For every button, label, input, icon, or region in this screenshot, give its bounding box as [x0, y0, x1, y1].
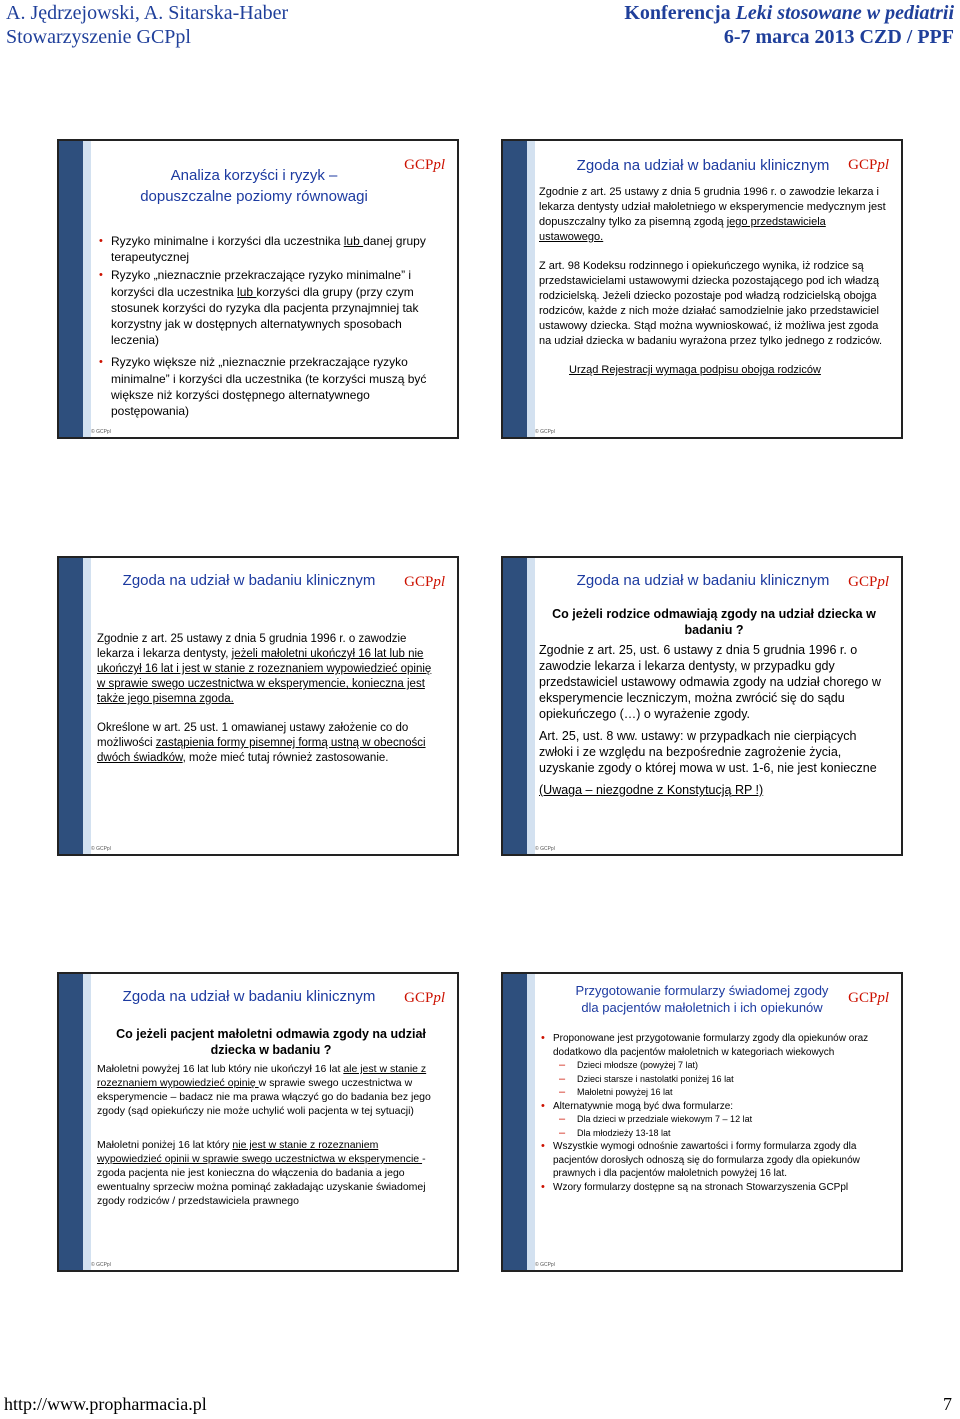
- slide-title: Zgoda na udział w badaniu klinicznym: [576, 572, 830, 589]
- question: Co jeżeli rodzice odmawiają zgody na udział dziecka w badaniu ?: [552, 607, 876, 637]
- slide-title: Zgoda na udział w badaniu klinicznym: [122, 572, 376, 589]
- paragraph: Art. 25, ust. 8 ww. ustawy: w przypadkach nie cierpiących zwłoki i ze względu na bezpośrednie zagrożenie życia, uzyskanie zgody o której mowa w ust. 1-6, nie jest konieczne: [539, 729, 877, 775]
- gcppl-logo: GCPpl: [404, 574, 445, 590]
- slide-footer: © GCPpl: [535, 846, 555, 852]
- paragraph: Zgodnie z art. 25 ustawy z dnia 5 grudnia 1996 r. o zawodzie lekarza i lekarza dentysty udział małoletniego w eksperymencie medycznym jest dopuszczalny tylko za pisemną zgodą jego przedstawiciela ustawowego.: [539, 186, 886, 243]
- bullet: • Ryzyko większe niż „nieznacznie przekraczające ryzyko minimalne” i korzyści dla uczestnika (te korzyści muszą być większe niż korzyści dostępnego alternatywnego postępowania): [99, 354, 447, 419]
- paragraph: Małoletni poniżej 16 lat który nie jest w stanie z rozeznaniem wypowiedzieć opinii w sprawie swego uczestnictwa w eksperymencie - zgoda pacjenta nie jest konieczna do włączenia do badania a jego ewentualny sprzeciw można pominąć zakładając uzyskanie świadomej zgody rodziców / przedstawiciela prawnego: [97, 1139, 426, 1207]
- slide-body: [541, 1032, 885, 1194]
- bullet: • Wzory formularzy dostępne są na stronach Stowarzyszenia GCPpl: [541, 1181, 885, 1195]
- slide-body: [97, 1026, 445, 1208]
- slide-footer: © GCPpl: [535, 1262, 555, 1268]
- paragraph: Określone w art. 25 ust. 1 omawianej ustawy założenie co do możliwości zastąpienia formy pisemnej formą ustną w obecności dwóch świadków, może mieć tutaj również zastosowanie.: [97, 722, 426, 764]
- slide-body: [99, 233, 447, 419]
- slide-2: [501, 139, 903, 439]
- bullet: • Proponowane jest przygotowanie formularzy zgody dla opiekunów oraz dodatkowo dla pacjentów małoletnich w kategoriach wiekowych – Dzieci młodsze (powyżej 7 lat) – Dzieci starsze i nastolatki poniżej 16 lat – Małoletni powyżej 16 lat: [541, 1032, 885, 1100]
- slide-body: [539, 185, 889, 378]
- slide-title: Analiza korzyści i ryzyk – dopuszczalne poziomy równowagi: [140, 167, 368, 205]
- paragraph: Zgodnie z art. 25 ustawy z dnia 5 grudnia 1996 r. o zawodzie lekarza i lekarza dentysty, jeżeli małoletni ukończył 16 lat lub nie ukończył 16 lat i jest w stanie z rozeznaniem wypowiedzieć opinię w sprawie swego uczestnictwa w eksperymencie, konieczna jest także jego pisemna zgoda.: [97, 633, 432, 705]
- conference-title: Konferencja Leki stosowane w pediatrii: [624, 2, 954, 24]
- page-header: [0, 0, 960, 54]
- gcppl-logo: GCPpl: [404, 990, 445, 1006]
- gcppl-logo: GCPpl: [848, 990, 889, 1006]
- slide-title: Przygotowanie formularzy świadomej zgody dla pacjentów małoletnich i ich opiekunów: [575, 983, 829, 1015]
- slide-sidebar: [503, 974, 527, 1270]
- slide-sidebar: [503, 141, 527, 437]
- slide-title: Zgoda na udział w badaniu klinicznym: [122, 988, 376, 1005]
- bullet: • Ryzyko minimalne i korzyści dla uczestnika lub danej grupy terapeutycznej: [99, 233, 447, 265]
- bullet: • Ryzyko „nieznacznie przekraczające ryzyko minimalne” i korzyści dla uczestnika lub korzyści dla grupy (przy czym stosunek korzyści do ryzyka dla pacjenta przynajmniej tak korzystny jak w dostępnych alternatywnych sposobach leczenia): [99, 267, 447, 348]
- slide-body: [97, 632, 437, 766]
- sub-bullet: – Dzieci starsze i nastolatki poniżej 16 lat: [559, 1073, 885, 1087]
- slide-sidebar-stripe: [83, 141, 91, 437]
- gcppl-logo: GCPpl: [848, 574, 889, 590]
- sub-bullet: – Dzieci młodsze (powyżej 7 lat): [559, 1059, 885, 1073]
- bullet: • Alternatywnie mogą być dwa formularze: – Dla dzieci w przedziale wiekowym 7 – 12 lat – Dla młodzieży 13-18 lat: [541, 1100, 885, 1141]
- slide-footer: © GCPpl: [91, 429, 111, 435]
- slide-body: [539, 606, 889, 798]
- paragraph: Zgodnie z art. 25, ust. 6 ustawy z dnia 5 grudnia 1996 r. o zawodzie lekarza i lekarza dentysty, w przypadku gdy przedstawiciel ustawowy odmawia zgody na udział chorego w eksperymencie leczniczym, można zwrócić się do sądu opiekuńczego (…) o wyrażenie zgody.: [539, 643, 881, 721]
- sub-bullet: – Dla dzieci w przedziale wiekowym 7 – 12 lat: [559, 1113, 885, 1127]
- slide-sidebar-stripe: [527, 974, 535, 1270]
- paragraph: Z art. 98 Kodeksu rodzinnego i opiekuńczego wynika, iż rodzice są przedstawicielami ustawowymi dziecka pozostającego pod ich władzą rodzicielską. Jeżeli dziecko pozostaje pod władzą rodzicielską obojga rodziców, każde z nich może działać samodzielnie jako przedstawiciel ustawowy dziecka. Stąd można wywnioskować, iż możliwa jest zgoda na udział dziecka w badaniu wyrażona przez tylko jednego z rodziców.: [539, 260, 883, 347]
- footer-url[interactable]: http://www.propharmacia.pl: [4, 1394, 207, 1414]
- slide-sidebar-stripe: [83, 974, 91, 1270]
- bullet: • Wszystkie wymogi odnośnie zawartości i formy formularza zgody dla pacjentów dorosłych odnoszą się do formularza zgody dla opiekunów prawnych i dla pacjentów małoletnich powyżej 16 lat.: [541, 1140, 885, 1181]
- slide-sidebar: [59, 558, 83, 854]
- paragraph: Małoletni powyżej 16 lat lub który nie ukończył 16 lat ale jest w stanie z rozeznaniem wypowiedzieć opinię w sprawie swego uczestnictwa w eksperymencie – badacz nie ma prawa włączyć go do badania bez jego zgody (sąd opiekuńczy nie może uchylić woli pacjenta w tej sytuacji): [97, 1063, 431, 1117]
- organization: Stowarzyszenie GCPpl: [6, 26, 191, 48]
- slide-sidebar: [503, 558, 527, 854]
- slide-4: [501, 556, 903, 856]
- slide-footer: © GCPpl: [91, 1262, 111, 1268]
- question: Co jeżeli pacjent małoletni odmawia zgody na udział dziecka w badaniu ?: [116, 1027, 426, 1057]
- slide-5: [57, 972, 459, 1272]
- sub-bullet: – Dla młodzieży 13-18 lat: [559, 1127, 885, 1141]
- conference-date: 6-7 marca 2013 CZD / PPF: [723, 26, 954, 48]
- slide-6: [501, 972, 903, 1272]
- page-number: 7: [943, 1394, 952, 1414]
- sub-bullet: – Małoletni powyżej 16 lat: [559, 1086, 885, 1100]
- paragraph-note: Urząd Rejestracji wymaga podpisu obojga rodziców: [569, 364, 821, 376]
- gcppl-logo: GCPpl: [848, 157, 889, 173]
- slide-sidebar: [59, 974, 83, 1270]
- slide-sidebar-stripe: [83, 558, 91, 854]
- slide-sidebar-stripe: [527, 558, 535, 854]
- slide-1: [57, 139, 459, 439]
- paragraph-note: (Uwaga – niezgodne z Konstytucją RP !): [539, 783, 764, 797]
- slide-title: Zgoda na udział w badaniu klinicznym: [576, 157, 830, 174]
- authors: A. Jędrzejowski, A. Sitarska-Haber: [6, 2, 289, 24]
- gcppl-logo: GCPpl: [404, 157, 445, 173]
- slide-footer: © GCPpl: [91, 846, 111, 852]
- slide-sidebar: [59, 141, 83, 437]
- slide-sidebar-stripe: [527, 141, 535, 437]
- slide-footer: © GCPpl: [535, 429, 555, 435]
- slide-3: [57, 556, 459, 856]
